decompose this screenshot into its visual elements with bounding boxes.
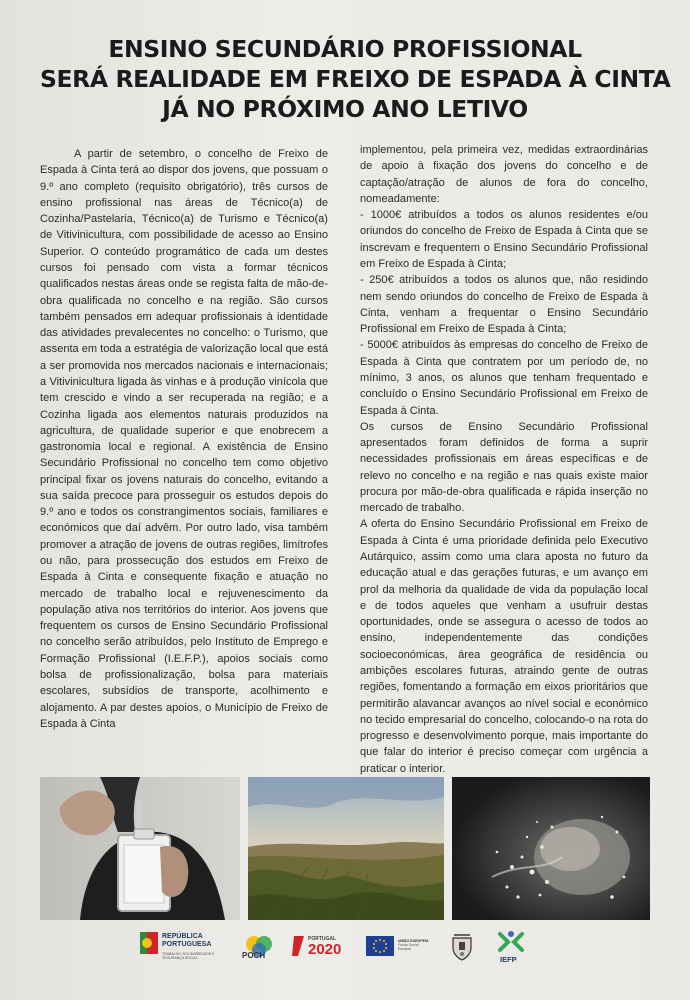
eu-fse-logo (366, 928, 432, 970)
republica-emblem-icon (140, 932, 158, 954)
article-column-right (360, 142, 648, 777)
coat-of-arms-icon (450, 932, 474, 962)
eu-flag-icon (366, 936, 394, 956)
article-paragraph: A oferta do Ensino Secundário Profissional em Freixo de Espada à Cinta é uma prioridade definida pelo Executivo Autárquico, assim como uma clara aposta no futuro da educação atual e das gerações futuras, e um avanço em prol da melhoria da qualidade de vida da população local e de todos aqueles que venham a usufruir destas oportunidades, onde se assegura o acesso de todos ao ensino, independentemente das condições socioeconómicas, área geográfica de residência ou ambições escolares futuras, atraindo gente de outras regiões, fomentando a formação em eixos prioritários que permitirão alavancar avanços ao nível social e económico no tecido empresarial do concelho, colocando-o na rota do progresso e desenvolvimento porque, mais importante do que falar do interior é preciso começar com urgência a praticar o interior. (360, 518, 648, 775)
poch-label: POCH (242, 951, 266, 960)
republica-ministry: TRABALHO, SOLIDARIEDADE E SEGURANÇA SOCIAL (162, 952, 215, 960)
measure-item-1000: - 1000€ atribuídos a todos os alunos residentes e/ou oriundos do concelho de Freixo de Espada à Cinta que se inscrevam e frequentem o Ensino Secundário Profissional em Freixo de Espada à Cinta; (360, 209, 648, 270)
republica-portuguesa-logo (140, 928, 230, 970)
republica-line-1: REPÚBLICA (162, 933, 203, 940)
measure-item-5000: - 5000€ atribuídos às empresas do concelho de Freixo de Espada à Cinta que contratem por um período de, no mínimo, 3 anos, os alunos que tenham frequentado e concluído o Ensino Secundário Profissional em Freixo de Espada à Cinta. (360, 339, 648, 417)
photo-strip (40, 777, 650, 920)
badge-holder-photo (40, 777, 240, 920)
p2020-mark-icon (292, 936, 306, 956)
vineyard-landscape-photo (248, 777, 444, 920)
iefp-mark-icon (498, 930, 524, 954)
measure-item-250: - 250€ atribuídos a todos os alunos que, não residindo nem sendo oriundos do concelho de Freixo de Espada à Cinta, venham a frequentar o Ensino Secundário Profissional em Freixo de Espada à Cinta; (360, 274, 648, 336)
article-paragraph: A partir de setembro, o concelho de Freixo de Espada à Cinta terá ao dispor dos jovens, que possuam o 9.º ano completo (requisito obrigatório), três cursos de ensino profissional nas áreas de Técnico(a) de Cozinha/Pastelaria, Técnico(a) de Turismo e Técnico(a) de Vitivinicultura, com possibilidade de acesso ao Ensino Superior. O conteúdo programático de cada um destes cursos foi pensado com vista a formar técnicos qualificados nestas áreas onde se regista falta de mão-de-obra qualificada no concelho e na região. São cursos também pensados em adequar profissionais à identidade das atividades prevalecentes no concelho: o Turismo, que assenta em toda a estratégia de valorização local que está a ser promovida nos mercados nacionais e internacionais; a Vitivinicultura ligada às vinhas e à produção vinícola que tem crescido e vindo a ser recuperada na região; e a Cozinha ligada aos elementos naturais produzidos na agricultura, de qualidade superior e que enobrecem a gastronomia local e regional. A existência de Ensino Secundário Profissional no concelho tem como objetivo principal fixar os jovens naturais do concelho, evitando a sua saída precoce para prosseguir os estudos depois do 9.º ano e todos os constrangimentos sociais, familiares e económicos que daí advêm. Por outro lado, visa também promover a atração de jovens de outras regiões, limítrofes ou não, para prossecução dos estudos em Freixo de Espada à Cinta e consequente fixação e atuação no mercado de trabalho local e rejuvenescimento da população ativa nos territórios do interior. Aos jovens que frequentem os cursos de Ensino Secundário Profissional no concelho serão atribuídos, pelo Instituto de Emprego e Formação Profissional (I.E.F.P.), apoios sociais como bolsa de profissionalização, bolsa para materiais escolares, subsídios de transporte, acolhimento e alojamento. A par destes apoios, o Município de Freixo de Espada à Cinta (40, 148, 329, 730)
municipal-coat-of-arms (448, 928, 478, 970)
funding-logos-bar (140, 928, 550, 970)
water-splash-photo (452, 777, 650, 920)
eu-line-2: Fundo Social Europeu (398, 943, 419, 951)
article-body (40, 144, 650, 775)
article-paragraph: Os cursos de Ensino Secundário Profissional apresentados foram definidos de forma a suprir necessidades profissionais em áreas específicas e de relevo no concelho e na região e nas quais existe maior procura por mão-de-obra qualificada e rápida inserção no mercado de trabalho. (360, 420, 648, 515)
republica-line-2: PORTUGUESA (162, 940, 212, 948)
headline-line-3: JÁ NO PRÓXIMO ANO LETIVO (162, 95, 528, 123)
poch-logo (240, 928, 280, 970)
eu-line-1: UNIÃO EUROPEIA (398, 939, 429, 943)
iefp-label: IEFP (500, 955, 517, 964)
p2020-big: 2020 (308, 941, 342, 958)
p2020-small: PORTUGAL (308, 936, 337, 942)
headline-line-2: SERÁ REALIDADE EM FREIXO DE ESPADA À CINTA (40, 65, 671, 93)
article-column-left (40, 146, 328, 732)
headline-line-1: ENSINO SECUNDÁRIO PROFISSIONAL (108, 35, 582, 63)
article-headline (40, 34, 671, 124)
article-paragraph: implementou, pela primeira vez, medidas extraordinárias de apoio à fixação dos jovens do concelho e de captação/atração de alunos de fora do concelho, nomeadamente: (360, 144, 648, 205)
portugal-2020-logo (292, 928, 354, 970)
iefp-logo (492, 928, 532, 970)
